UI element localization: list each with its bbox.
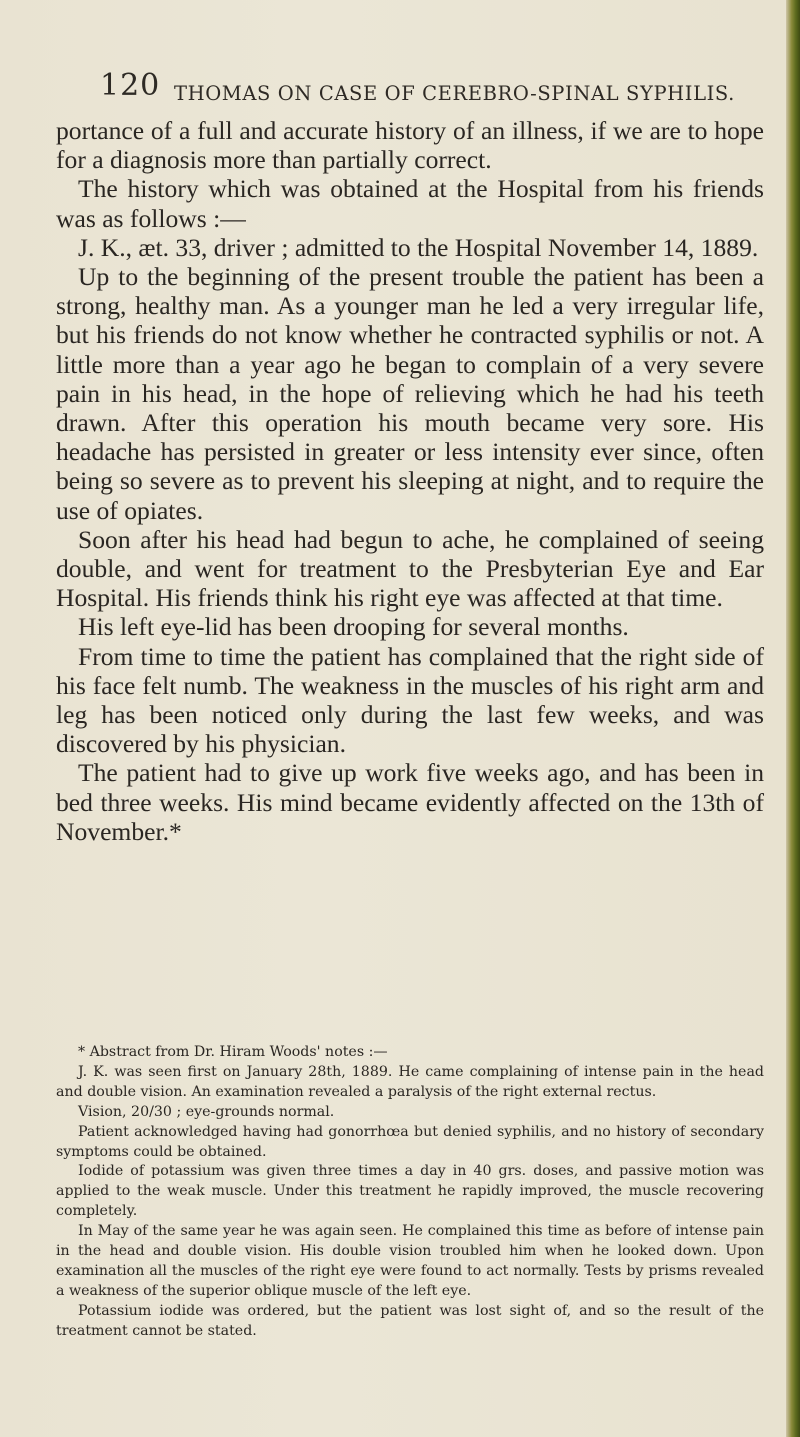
paragraph: Soon after his head had begun to ache, he complained of seeing double, and went for treatment to the Presbyterian Eye and Ear Hospital. His friends think his right eye was affected at that time. bbox=[56, 524, 764, 613]
paragraph: J. K., æt. 33, driver ; admitted to the Hospital November 14, 1889. bbox=[78, 232, 759, 262]
footnote-line: In May of the same year he was again seen. He complained this time as before of intense pain in the head and double vision. His double vision troubled him when he looked down. Upon examination all the muscles of the right eye were found to act normally. Tests by prisms revealed a weakness of the superior oblique muscle of the left eye. bbox=[56, 1223, 764, 1299]
paragraph: portance of a full and accurate history of an illness, if we are to hope for a diagnosis more than partially correct. bbox=[56, 116, 764, 175]
page-header bbox=[100, 68, 735, 112]
running-head: THOMAS ON CASE OF CEREBRO-SPINAL SYPHILIS. bbox=[174, 82, 735, 105]
paragraph: The patient had to give up work five weeks ago, and has been in bed three weeks. His mind became evidently affected on the 13th of November.* bbox=[56, 758, 764, 846]
paragraph: Up to the beginning of the present trouble the patient has been a strong, healthy man. As a younger man he led a very irregular life, but his friends do not know whether he contracted syphilis or not. A little more than a year ago he began to complain of a very severe pain in his head, in the hope of relieving which he had his teeth drawn. After this operation his mouth became very sore. His headache has persisted in greater or less intensity ever since, often being so severe as to prevent his sleeping at night, and to require the use of opiates. bbox=[56, 262, 764, 525]
main-text bbox=[56, 116, 764, 846]
footnote bbox=[56, 1043, 764, 1342]
paragraph: From time to time the patient has complained that the right side of his face felt numb. The weakness in the muscles of his right arm and leg has been noticed only during the last few weeks, and was discovered by his physician. bbox=[56, 641, 764, 759]
footnote-line: * Abstract from Dr. Hiram Woods' notes :— bbox=[78, 1044, 388, 1060]
paragraph: His left eye-lid has been drooping for several months. bbox=[78, 612, 629, 642]
footnote-line: Iodide of potassium was given three times a day in 40 grs. doses, and passive motion was applied to the weak muscle. Under this treatment he rapidly improved, the muscle recovering completely. bbox=[56, 1163, 764, 1220]
footnote-line: J. K. was seen first on January 28th, 1889. He came complaining of intense pain in the head and double vision. An examination revealed a paralysis of the right external rectus. bbox=[56, 1063, 764, 1100]
paragraph: The history which was obtained at the Hospital from his friends was as follows :— bbox=[56, 174, 764, 233]
footnote-line: Vision, 20/30 ; eye-grounds normal. bbox=[78, 1103, 335, 1120]
footnote-line: Patient acknowledged having had gonorrhœa but denied syphilis, and no history of secondary symptoms could be obtained. bbox=[56, 1123, 764, 1160]
footnote-line: Potassium iodide was ordered, but the patient was lost sight of, and so the result of the treatment cannot be stated. bbox=[56, 1302, 764, 1339]
page-number: 120 bbox=[100, 68, 161, 103]
page-edge bbox=[786, 0, 800, 1437]
